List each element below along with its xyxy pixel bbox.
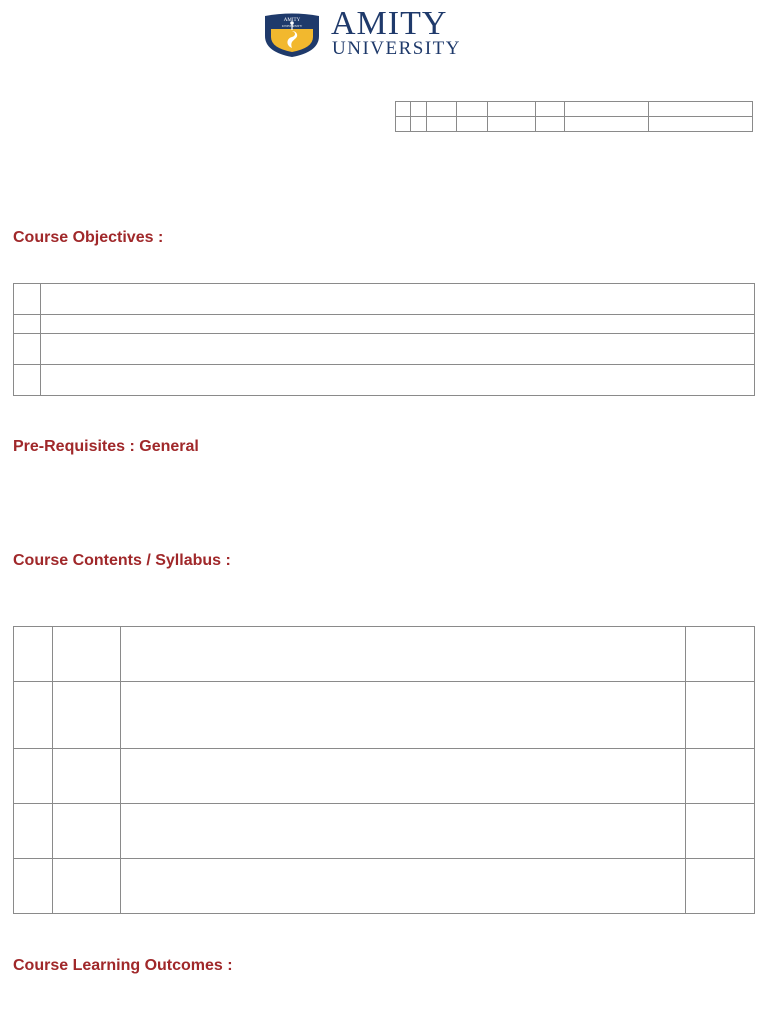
table-row	[14, 859, 755, 914]
course-contents-heading: Course Contents / Syllabus :	[13, 552, 231, 569]
prerequisites-heading: Pre-Requisites : General	[13, 438, 199, 455]
table-cell	[14, 749, 53, 804]
table-cell	[488, 102, 536, 117]
table-cell	[649, 102, 753, 117]
table-cell	[14, 682, 53, 749]
table-row	[14, 749, 755, 804]
table-cell	[649, 117, 753, 132]
table-cell	[41, 365, 755, 396]
table-cell	[53, 804, 121, 859]
table-row	[14, 284, 755, 315]
university-logo	[262, 5, 508, 60]
table-cell	[457, 117, 488, 132]
table-cell	[686, 804, 755, 859]
course-objectives-table	[13, 283, 755, 396]
table-cell	[396, 102, 411, 117]
table-row	[14, 315, 755, 334]
table-cell	[14, 334, 41, 365]
table-cell	[686, 682, 755, 749]
table-row	[396, 102, 753, 117]
table-cell	[121, 627, 686, 682]
table-cell	[41, 315, 755, 334]
table-cell	[14, 804, 53, 859]
table-cell	[14, 315, 41, 334]
table-cell	[14, 284, 41, 315]
logo-title: AMITY	[331, 5, 448, 42]
course-objectives-heading: Course Objectives :	[13, 229, 164, 246]
table-cell	[121, 749, 686, 804]
table-cell	[427, 102, 457, 117]
table-cell	[686, 627, 755, 682]
table-row	[14, 334, 755, 365]
table-cell	[565, 117, 649, 132]
svg-text:UNIVERSITY: UNIVERSITY	[281, 24, 303, 28]
table-row	[14, 804, 755, 859]
syllabus-table	[13, 626, 755, 914]
table-row	[14, 682, 755, 749]
table-cell	[686, 859, 755, 914]
table-cell	[121, 682, 686, 749]
table-row	[14, 627, 755, 682]
table-cell	[411, 102, 427, 117]
table-cell	[411, 117, 427, 132]
table-row	[14, 365, 755, 396]
logo-subtitle: UNIVERSITY	[332, 38, 461, 59]
table-cell	[53, 749, 121, 804]
course-info-table	[395, 101, 753, 132]
table-cell	[14, 859, 53, 914]
table-cell	[457, 102, 488, 117]
table-cell	[427, 117, 457, 132]
table-cell	[53, 859, 121, 914]
learning-outcomes-heading: Course Learning Outcomes :	[13, 957, 233, 974]
table-cell	[536, 117, 565, 132]
table-cell	[488, 117, 536, 132]
table-cell	[14, 627, 53, 682]
table-cell	[121, 804, 686, 859]
table-cell	[396, 117, 411, 132]
table-cell	[686, 749, 755, 804]
amity-seal-icon	[262, 12, 322, 58]
table-cell	[53, 627, 121, 682]
table-row	[396, 117, 753, 132]
svg-text:AMITY: AMITY	[283, 18, 301, 23]
table-cell	[41, 334, 755, 365]
table-cell	[14, 365, 41, 396]
table-cell	[53, 682, 121, 749]
table-cell	[41, 284, 755, 315]
table-cell	[565, 102, 649, 117]
table-cell	[536, 102, 565, 117]
table-cell	[121, 859, 686, 914]
